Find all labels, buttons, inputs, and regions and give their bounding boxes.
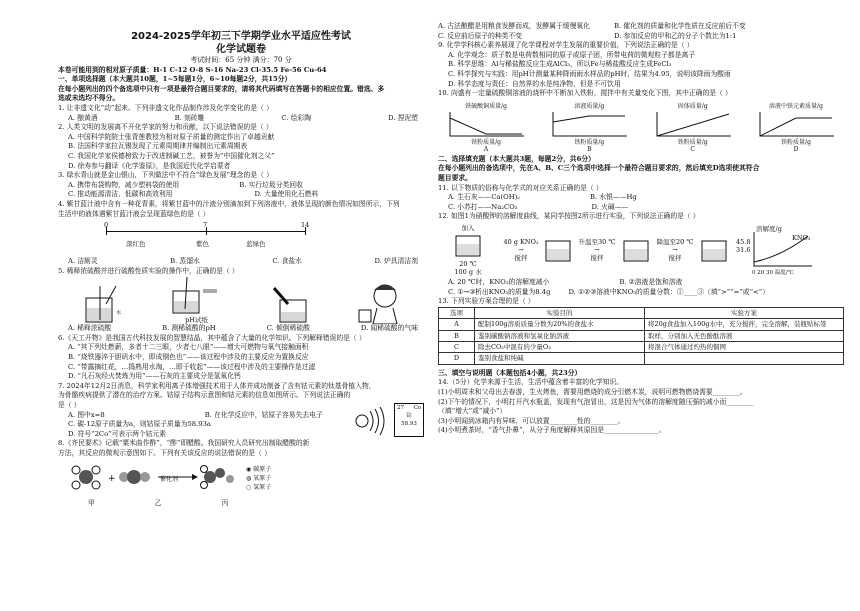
cobalt-number: 27 bbox=[397, 405, 404, 412]
legend-oxygen-label: 氧原子 bbox=[253, 475, 272, 483]
q4-option-c: C. 食盐水 bbox=[272, 257, 302, 266]
graph-c-option: C bbox=[690, 145, 695, 153]
table-cell: A bbox=[439, 319, 475, 330]
q12-stir-1: 搅拌 bbox=[514, 253, 528, 262]
svg-text:+: + bbox=[108, 473, 116, 484]
q6-option-d: D. “凡石灰经火焚炼为用”——石灰的主要成分是氢氧化钙 bbox=[68, 372, 241, 381]
question-4-line-2: 生活中的液体遇紫甘蓝汁液会呈现蓝绿色的是（ ） bbox=[58, 209, 210, 218]
question-8-line-2: 方法，其反应的微观示意图如下。下列有关该反应的说法错误的是（ ） bbox=[58, 449, 271, 457]
q12-arrow-1: 40 g KNO₃ → 搅拌 bbox=[498, 238, 544, 262]
q12-beaker-1-icon bbox=[544, 237, 572, 263]
graph-b-option: B bbox=[587, 145, 592, 153]
q12-experiment-diagram bbox=[438, 222, 844, 278]
legend-carbon-label: 碳原子 bbox=[253, 466, 272, 474]
section2-instr-2: 题目要求。 bbox=[438, 173, 472, 182]
question-8: 8.《齐民要术》记载“粟米曲作酢”，“酢”即醋酸。我国研究人员研究出制取醋酸的新 bbox=[58, 439, 310, 448]
ph-color-scale bbox=[106, 221, 336, 257]
table-cell: 将20g食盐加入100g水中，充分搅拌，完全溶解，装瓶贴标签 bbox=[645, 319, 844, 330]
scale-color-blue-green: 蓝绿色 bbox=[246, 240, 266, 249]
q8-option-c: C. 反应前后原子的种类不变 bbox=[438, 31, 523, 40]
curve-val-2: 31.6 bbox=[736, 245, 751, 254]
table-cell: B bbox=[439, 330, 475, 341]
q8-row-2 bbox=[438, 32, 844, 42]
q1-options bbox=[58, 114, 424, 124]
q12-beaker-2-icon bbox=[622, 237, 650, 263]
q2-option-b: B. 法国科学家拉瓦锡发现了元素周期律并编制出元素周期表 bbox=[68, 142, 248, 151]
q14-part-3: (3)小明闻到冰箱内有异味，可以放置________性的________。 bbox=[438, 416, 625, 425]
q12-cool-label: 降温至20 ℃ bbox=[656, 237, 694, 246]
q11-option-b: B. 水银——Hg bbox=[590, 193, 637, 202]
question-2: 2. 人类文明的发展离不开化学家的努力和贡献，以下说法错误的是（ ） bbox=[58, 123, 273, 132]
q3-option-c: C. 推动能源清洁、低碳和高效利用 bbox=[68, 190, 173, 199]
graph-a-ylabel: 铁硫酸铜质量/g bbox=[465, 102, 507, 110]
cobalt-mass: 58.93 bbox=[401, 421, 417, 428]
scale-num-7: 7 bbox=[203, 221, 208, 230]
curve-val-1: 45.8 bbox=[736, 237, 751, 246]
question-3: 3. 绿水青山就是金山银山，下列做法中不符合“绿色发展”理念的是（ ） bbox=[58, 171, 273, 180]
table-cell: 除去CO₂中混有的少量O₂ bbox=[475, 341, 645, 352]
section1-heading: 一、单项选择题（本大题共10题，1~5每题1分，6~10每题2分，共15分） bbox=[58, 75, 292, 84]
q12-beaker-3-icon bbox=[700, 237, 728, 263]
graph-a-option: A bbox=[483, 145, 489, 153]
q7-option-a: A. 图中x=8 bbox=[68, 410, 105, 419]
q9-option-c: C. 科学探究与实践：用pH计测量某种降雨雨水样品的pH时，结果为4.95，说明该降雨为酸雨 bbox=[448, 69, 731, 78]
q14-part-2: (2)下午的情况下，小明打开汽水瓶盖，发现有气泡冒出，这是因为气体的溶解度随压强的减小而________ bbox=[438, 397, 754, 406]
graph-d bbox=[748, 101, 844, 153]
q9-option-d: D. 科学态度与责任：自然界的水是纯净物，但是不可饮用 bbox=[448, 79, 621, 88]
q12-heat-label: 升温至30 ℃ bbox=[578, 237, 616, 246]
q11-row-2 bbox=[438, 203, 844, 213]
question-13: 13. 下列实验方案合理的是（ ） bbox=[438, 297, 535, 306]
q8-option-a: A. 古法酿醋是用粮食发酵而成，发酵属于缓慢氧化 bbox=[438, 22, 590, 30]
graph-d-option: D bbox=[793, 145, 799, 153]
q6-option-b: B. “烧铁器淬于胆矾水中，即成铜色也”——该过程中涉及的主要反应为置换反应 bbox=[68, 353, 309, 362]
cobalt-name: 钴 bbox=[406, 413, 412, 420]
q8-label-yi: 乙 bbox=[154, 498, 162, 507]
q3-option-d: D. 大量使用化石燃料 bbox=[254, 190, 319, 199]
q3-option-a: A. 携带布袋购物，减少塑料袋的使用 bbox=[68, 180, 180, 189]
q8-molecule-labels bbox=[58, 499, 424, 509]
q3-row-2 bbox=[58, 190, 424, 200]
q7-option-d: D. 符号“2Co”可表示两个钴元素 bbox=[68, 429, 167, 438]
q8-catalyst-label: 催化剂 bbox=[160, 476, 179, 484]
exam-title: 2024-2025学年初三下学期学业水平适应性考试 bbox=[131, 31, 351, 42]
q12-row-2 bbox=[438, 288, 844, 298]
q8-option-d: D. 参加反应的甲和乙的分子个数比为1:1 bbox=[614, 31, 737, 40]
q5-options bbox=[58, 324, 424, 334]
table-cell: 将混合气体通过灼热的铜网 bbox=[645, 341, 844, 352]
table-cell: 配制100g溶质质量分数为20%的食盐水 bbox=[475, 319, 645, 330]
question-1: 1. 让非遗文化“动”起来。下列非遗文化作品制作涉及化学变化的是（ ） bbox=[58, 103, 273, 112]
q13-table bbox=[438, 307, 844, 365]
pouring-icon bbox=[266, 284, 316, 324]
q1-option-d: D. 捏泥塑 bbox=[388, 113, 418, 122]
q12-option-b: B. ②溶液是饱和溶液 bbox=[619, 277, 683, 286]
q12-step-0 bbox=[438, 224, 498, 276]
scale-num-0: 0 bbox=[104, 221, 109, 230]
q8-label-bing: 丙 bbox=[221, 498, 229, 507]
graph-d-ylabel: 溶液中铁元素质量/g bbox=[769, 102, 823, 110]
q12-option-c: C. ①→③析出KNO₃的质量为8.4g bbox=[448, 287, 551, 296]
table-header-option: 选项 bbox=[439, 307, 475, 318]
q4-option-b: B. 蒸馏水 bbox=[170, 257, 200, 266]
legend-carbon: ◉ 碳原子 bbox=[246, 466, 272, 474]
graph-c-xlabel: 铁粉质量/g bbox=[677, 138, 708, 146]
q5-option-d: D. 闻稀硫酸的气味 bbox=[360, 324, 418, 333]
graph-a bbox=[438, 101, 534, 153]
question-11: 11. 以下物质的俗称与化学式的对应关系正确的是（ ） bbox=[438, 183, 603, 192]
section2-heading: 二、选择填充题（本大题共3题，每题2分，共6分） bbox=[438, 154, 595, 163]
q12-add-label: 加入 bbox=[461, 223, 475, 232]
section2-instr-1: 在每小题列出的备选项中，先在A、B、C三个选项中选择一个最符合题目要求的，然后填充D选项使其符合 bbox=[438, 164, 760, 173]
table-cell bbox=[645, 353, 844, 364]
q7-option-b: B. 在化学反应中，钴原子容易失去电子 bbox=[204, 410, 323, 419]
table-cell: 鉴别食盐和纯碱 bbox=[475, 353, 645, 364]
svg-text:水: 水 bbox=[115, 310, 121, 317]
question-7-line-2: 为骨骼疾病提供了潜在的治疗方案。钴原子结构示意图和钴元素的信息如图所示。下列说法正确的 bbox=[58, 391, 351, 400]
q5-figures bbox=[58, 276, 424, 324]
q8-label-jia: 甲 bbox=[88, 498, 95, 507]
q12-kno3-label: 40 g KNO₃ bbox=[503, 237, 539, 246]
ph-paper-label: pH试纸 bbox=[185, 316, 208, 325]
q1-option-c: C. 绘彩陶 bbox=[281, 113, 312, 122]
table-cell: D bbox=[439, 353, 475, 364]
q5-option-c: C. 倾倒稀硫酸 bbox=[266, 324, 310, 333]
q12-solubility-curve bbox=[736, 224, 816, 276]
q5-fig-b bbox=[167, 275, 227, 324]
graph-b-plot bbox=[549, 110, 629, 137]
q12-stir-3: 搅拌 bbox=[668, 253, 682, 262]
question-14: 14.（5分）化学来源于生活，生活中蕴含着丰富的化学知识。 bbox=[438, 378, 624, 387]
q5-fig-c bbox=[266, 284, 316, 324]
note-lead: 本卷 bbox=[58, 65, 72, 74]
scale-color-purple: 紫色 bbox=[196, 240, 209, 249]
q2-option-d: D. 徐寿参与翻译《化学鉴原》，是我国近代化学启蒙者 bbox=[68, 161, 231, 170]
q11-option-a: A. 生石灰——Ca(OH)₂ bbox=[448, 193, 520, 202]
q5-fig-d bbox=[355, 280, 405, 324]
question-10: 10. 向盛有一定量硫酸铜溶液的烧杯中不断加入铁粉，搅拌中有关量变化下图，其中正确的是（ ） bbox=[438, 89, 732, 98]
q9-option-a: A. 化学观念：质子数是电荷数相同的原子或原子团，所带电荷的微观粒子都是离子 bbox=[448, 50, 696, 59]
exam-info: 考试时间：65 分钟 满分：70 分 bbox=[190, 56, 292, 64]
legend-hydrogen: ○ 氢原子 bbox=[246, 484, 272, 492]
table-row bbox=[439, 341, 844, 352]
table-cell: 取样，分别加入无色酚酞溶液 bbox=[645, 330, 844, 341]
cobalt-symbol: Co bbox=[413, 405, 421, 412]
question-4-line-1: 4. 紫甘蓝汁液中含有一种花青素，将紫甘蓝中的汁液分别滴加到下列溶液中，液体呈现的颜色情况如图所示，下列 bbox=[58, 199, 400, 208]
table-header-purpose: 实验目的 bbox=[475, 307, 645, 318]
q14-part-2b: （填“增大”或“减小”） bbox=[438, 407, 507, 416]
reaction-molecules-icon bbox=[68, 461, 238, 497]
q12-arrow-2: 升温至30 ℃ → 搅拌 bbox=[572, 238, 622, 262]
graph-b bbox=[541, 101, 637, 153]
q6-option-a: A. “其下列灶燃薪，多者十二三眼，少者七八眼”——增大可燃物与氧气接触面积 bbox=[68, 343, 309, 352]
graph-c-plot bbox=[653, 110, 733, 137]
beaker-dilution-icon bbox=[78, 284, 128, 324]
q12-arrow-3: 降温至20 ℃ → 搅拌 bbox=[650, 238, 700, 262]
q3-row-1 bbox=[58, 181, 424, 191]
question-5: 5. 稀释浓硫酸并进行硫酸性质实验的操作中，正确的是（ ） bbox=[58, 266, 239, 275]
table-header-row bbox=[439, 307, 844, 318]
q8-reaction-diagram bbox=[58, 459, 424, 499]
curve-ylabel: 溶解度/g bbox=[756, 224, 782, 233]
q11-option-c: C. 小苏打——Na₂CO₃ bbox=[448, 202, 518, 211]
q3-option-b: B. 实行垃圾分类回收 bbox=[239, 180, 303, 189]
q5-option-b: B. 测稀硫酸的pH bbox=[162, 324, 216, 333]
q12-beaker-0-icon bbox=[448, 232, 488, 258]
graph-c-ylabel: 固体质量/g bbox=[677, 102, 708, 110]
q2-option-c: C. 我国化学家侯德榜致力于改进制碱工艺，被誉为“中国催化剂之父” bbox=[68, 151, 275, 160]
question-9: 9. 化学学科核心素养展现了化学课程对学生发展的重要价值，下列说法正确的是（ ） bbox=[438, 41, 694, 50]
cobalt-element-card bbox=[394, 403, 424, 437]
q8-legend bbox=[246, 465, 271, 492]
q1-option-b: B. 刻砖雕 bbox=[174, 113, 205, 122]
exam-subtitle: 化学试题卷 bbox=[216, 44, 266, 55]
q14-part-1: (1)小明周末和父母出去春游，生火烤鱼，需要用燃烧的成分引燃木炭，说明可燃物燃烧需要________。 bbox=[438, 387, 747, 396]
ph-test-icon bbox=[167, 275, 227, 315]
q1-option-a: A. 酿黄酒 bbox=[68, 113, 98, 122]
q14-part-4: (4)小明煮茶时，“香气扑鼻”，从分子角度解释其原因是________________。 bbox=[438, 426, 666, 435]
q5-fig-a bbox=[78, 284, 128, 324]
table-row bbox=[439, 353, 844, 364]
q6-option-c: C. “带露摘红花，…捣熟用水淘，…即于收起”——该过程中涉及的主要操作是过滤 bbox=[68, 362, 316, 371]
question-12: 12. 如图1为硝酸钾的溶解度曲线，某同学按图2所示进行实验，下列说法正确的是（ ） bbox=[438, 212, 700, 221]
table-row bbox=[439, 330, 844, 341]
q12-stir-2: 搅拌 bbox=[590, 253, 604, 262]
graph-b-ylabel: 溶液质量/g bbox=[574, 102, 605, 110]
q12-option-a: A. 20 ℃时，KNO₃的溶解度减小 bbox=[448, 277, 550, 286]
q2-option-a: A. 中国科学院院士张青莲教授为相对原子质量的测定作出了卓越贡献 bbox=[68, 132, 275, 141]
q4-option-d: D. 炉具清洁剂 bbox=[374, 257, 418, 266]
graph-a-xlabel: 铁粉质量/g bbox=[471, 138, 501, 146]
cobalt-atom-structure-icon bbox=[348, 401, 388, 441]
graph-a-plot bbox=[446, 110, 526, 137]
right-column bbox=[432, 0, 860, 611]
question-7-line-3: 是（ ） bbox=[58, 401, 81, 410]
table-header-plan: 实验方案 bbox=[645, 307, 844, 318]
q8-row-1 bbox=[438, 22, 844, 32]
q4-option-a: A. 洁厕灵 bbox=[68, 257, 98, 266]
legend-oxygen: ◍ 氧原子 bbox=[246, 475, 272, 483]
table-cell: C bbox=[439, 341, 475, 352]
scale-color-red: 深红色 bbox=[126, 240, 146, 249]
graph-d-xlabel: 铁粉质量/g bbox=[781, 138, 811, 146]
section1-instr-2: 选或未选均不得分。 bbox=[58, 94, 120, 103]
graph-d-plot bbox=[756, 110, 836, 137]
section3-heading: 三、填空与说明题（本题包括4小题，共23分） bbox=[438, 368, 582, 377]
smelling-person-icon bbox=[355, 280, 405, 324]
q9-option-b: B. 科学思维：Al与稀盐酸反应生成AlCl₃，所以Fe与稀盐酸反应生成FeCl₃ bbox=[448, 60, 672, 69]
scale-num-14: 14 bbox=[301, 221, 310, 230]
curve-series-label: KNO₃ bbox=[792, 233, 811, 242]
q10-graphs bbox=[438, 101, 844, 153]
graph-c bbox=[645, 101, 741, 153]
q11-option-d: D. 火碱—— bbox=[591, 202, 629, 211]
q7-option-c: C. 碳-12原子质量为a，则钴原子质量为58.93a bbox=[68, 420, 211, 429]
q12-temp-label: 20 ℃ bbox=[459, 259, 477, 268]
question-7-line-1: 7. 2024年12月2日消息，科学家利用离子体增强技术用于人体并成功制备了含有钴元素的钛基骨植入物， bbox=[58, 381, 376, 390]
q4-options bbox=[58, 257, 424, 267]
graph-b-xlabel: 铁粉质量/g bbox=[574, 138, 605, 146]
q12-water-label: 100 g 水 bbox=[454, 267, 482, 276]
curve-xlabel: 0 20 30 温度/℃ bbox=[752, 269, 794, 276]
table-row bbox=[439, 319, 844, 330]
q8-option-b: B. 催化剂的质量和化学性质在反应前后不变 bbox=[613, 22, 746, 30]
q12-option-d: D. ①②③溶液中KNO₃的质量分数：①____③（填“>”“=”或“<”） bbox=[568, 287, 770, 296]
legend-hydrogen-label: 氢原子 bbox=[253, 484, 272, 492]
table-cell: 鉴别碳酸钠溶液和氢氧化钠溶液 bbox=[475, 330, 645, 341]
q5-option-a: A. 稀释浓硫酸 bbox=[68, 324, 112, 333]
atomic-masses: 可能用到的相对原子质量：H-1 C-12 O-8 S-16 Na-23 Cl-35.5 Fe-56 Cu-64 bbox=[71, 65, 327, 74]
q12-row-1 bbox=[438, 278, 844, 288]
q11-row-1 bbox=[438, 193, 844, 203]
question-6: 6.《天工开物》是我国古代科技发展的智慧结晶，其中蕴含了大量的化学知识。下列解释错误的是（ ） bbox=[58, 333, 366, 342]
section1-instr-1: 在每小题列出的四个备选项中只有一项是最符合题目要求的，请将其代码填写在答题卡的相应位置。错选、多 bbox=[58, 84, 385, 93]
